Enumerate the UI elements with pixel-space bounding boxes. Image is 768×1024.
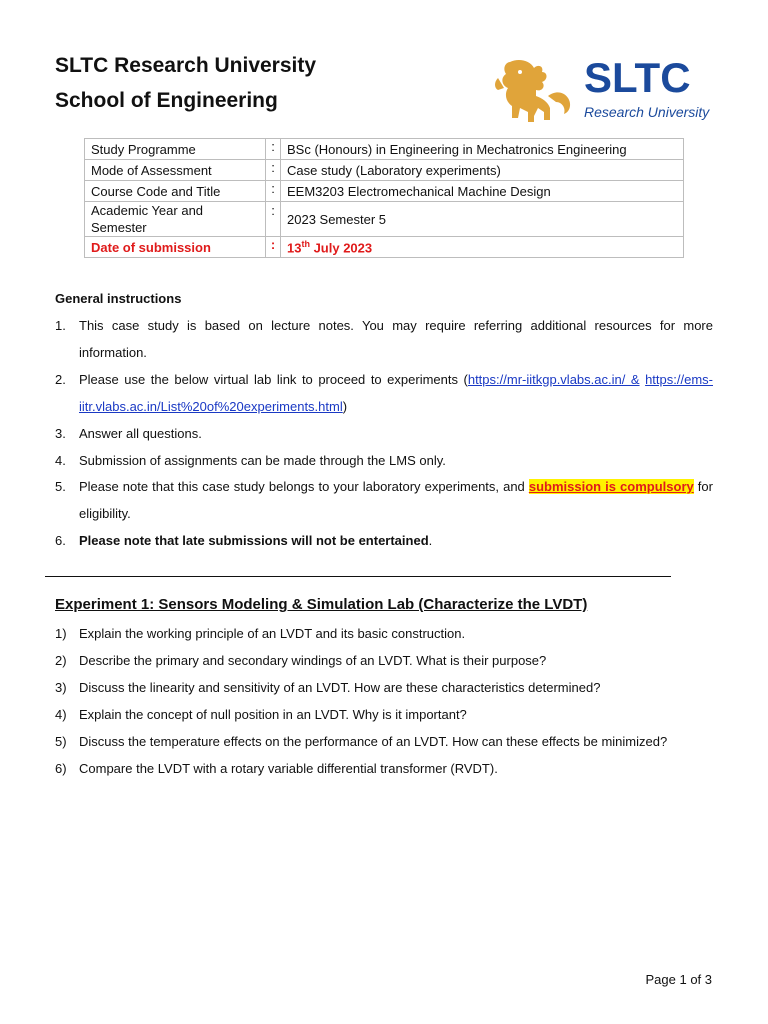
instruction-text-part: for eligibility. [79,479,713,521]
date-suffix: th [301,238,310,249]
date-rest: July 2023 [309,240,373,256]
row-value: BSc (Honours) in Engineering in Mechatronics Engineering [281,139,684,160]
question-text: Describe the primary and secondary windings of an LVDT. What is their purpose? [79,653,547,668]
instruction-text-part: Please use the below virtual lab link to proceed to experiments ( [79,372,468,387]
row-label: Course Code and Title [85,181,266,202]
instruction-number: 2. [55,372,66,387]
table-row [85,160,684,181]
row-separator: : [266,237,281,258]
instruction-text [79,366,713,420]
vlab-link-iitr[interactable]: https://ems-iitr.vlabs.ac.in/List%20of%20experiments.html [79,372,713,414]
question-text: Compare the LVDT with a rotary variable differential transformer (RVDT). [79,761,498,776]
row-separator: : [266,181,281,202]
question-text: Explain the concept of null position in an LVDT. Why is it important? [79,707,467,722]
instruction-item [55,473,713,527]
sltc-logo [490,54,710,128]
date-day: 13 [287,240,302,256]
school-title: School of Engineering [55,89,278,112]
question-text: Discuss the linearity and sensitivity of an LVDT. How are these characteristics determined? [79,680,601,695]
row-value: Case study (Laboratory experiments) [281,160,684,181]
row-separator: : [266,139,281,160]
instruction-bold-text: Please note that late submissions will not be entertained [79,533,429,548]
row-label: Academic Year and Semester [85,202,266,237]
question-number: 6) [55,761,67,776]
instruction-number: 4. [55,453,66,468]
instruction-text [79,473,713,527]
instruction-item [55,447,713,474]
logo-subtitle: Research University [584,104,710,120]
instruction-item [55,527,713,554]
question-number: 2) [55,653,67,668]
question-text: Explain the working principle of an LVDT and its basic construction. [79,626,466,641]
experiment-title: Experiment 1: Sensors Modeling & Simulation Lab (Characterize the LVDT) [55,596,588,613]
instruction-item [55,366,713,420]
logo-name: SLTC [584,54,691,101]
instruction-text-part: Please note that this case study belongs to your laboratory experiments, and [79,479,529,494]
question-text: Discuss the temperature effects on the performance of an LVDT. How can these effects be minimized? [79,734,668,749]
instruction-text-part: . [428,533,433,548]
row-value: 2023 Semester 5 [281,202,684,237]
vlab-link-iitkgp[interactable]: https://mr-iitkgp.vlabs.ac.in/ & [467,372,640,387]
instruction-item [55,312,713,366]
row-label: Study Programme [85,139,266,160]
course-info-table [84,138,684,258]
instruction-text: Answer all questions. [79,426,202,441]
instruction-number: 1. [55,318,66,333]
instruction-number: 6. [55,533,66,548]
instructions-heading: General instructions [55,291,182,306]
question-number: 5) [55,734,67,749]
page-number: Page 1 of 3 [645,972,712,987]
question-number: 3) [55,680,67,695]
instruction-number: 3. [55,426,66,441]
university-title: SLTC Research University [55,54,317,77]
row-label: Mode of Assessment [85,160,266,181]
question-number: 4) [55,707,67,722]
question-number: 1) [55,626,67,641]
row-separator: : [266,160,281,181]
instruction-number: 5. [55,479,66,494]
instruction-text [79,527,713,554]
table-row [85,139,684,160]
table-row [85,181,684,202]
date-value [281,237,684,258]
row-value: EEM3203 Electromechanical Machine Design [281,181,684,202]
instruction-text: Submission of assignments can be made through the LMS only. [79,453,446,468]
instruction-item [55,420,713,447]
date-label: Date of submission [85,237,266,258]
table-row-date [85,237,684,258]
instruction-text: This case study is based on lecture notes. You may require referring additional resources for more information. [79,318,713,360]
instruction-text-part: ) [342,399,348,414]
section-divider [45,576,671,577]
lion-icon [490,56,582,128]
table-row [85,202,684,237]
compulsory-highlight: submission is compulsory [528,479,694,494]
row-separator: : [266,202,281,237]
